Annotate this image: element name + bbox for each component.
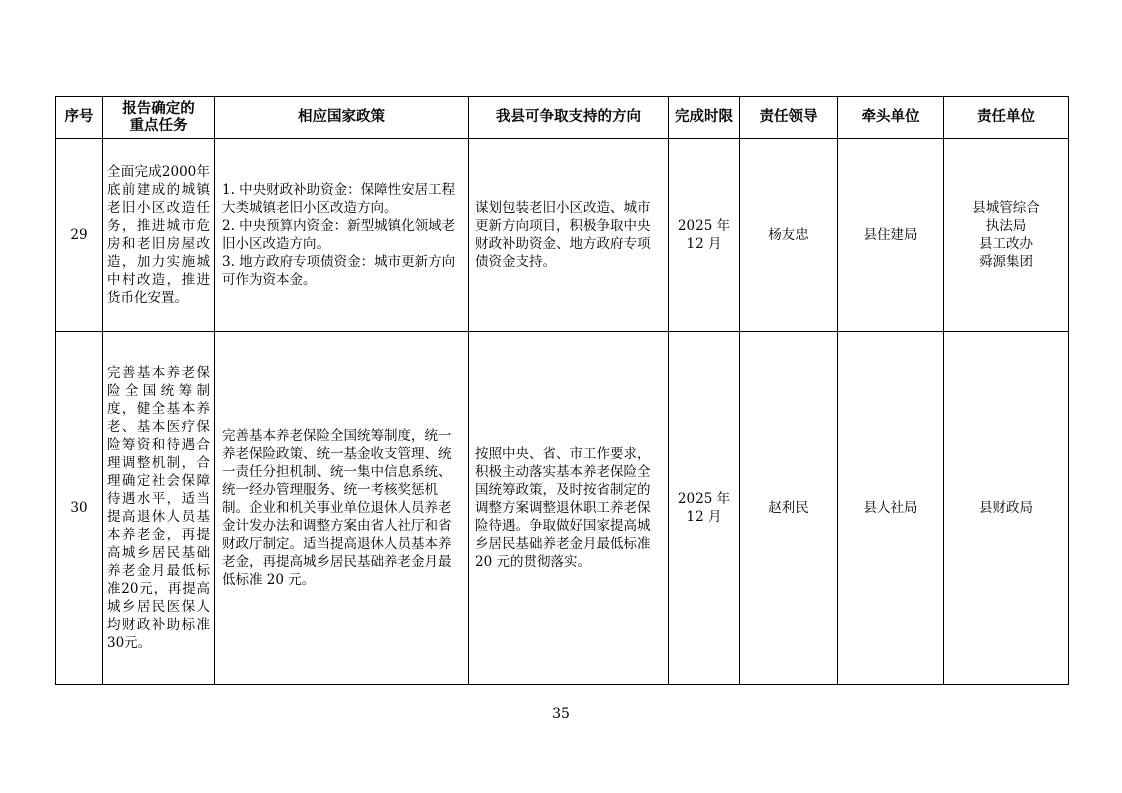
policy-text: 完善基本养老保险全国统筹制度，统一养老保险政策、统一基金收支管理、统一责任分担机制、统一集中信息系统、统一经办管理服务、统一考核奖惩机制。企业和机关事业单位退休人员养老金计发办法和调整方案由省人社厅和省财政厅制定。适当提高退休人员基本养老金，再提高城乡居民基础养老金月最低标准 20 元。 [215,332,469,685]
table-row [56,139,1069,332]
header-direction: 我县可争取支持的方向 [469,97,669,139]
deadline-text: 2025 年 12 月 [669,139,740,332]
responsible-units: 县城管综合 执法局 县工改办 舜源集团 [944,139,1069,332]
leader-name: 赵利民 [740,332,838,685]
task-text: 完善基本养老保险全国统筹制度，健全基本养老、基本医疗保险筹资和待遇合理调整机制，合理确定社会保障待遇水平，适当提高退休人员基本养老金，再提高城乡居民基础养老金月最低标准20元，再提高城乡居民医保人均财政补助标准30元。 [103,332,215,685]
header-lead-unit: 牵头单位 [838,97,944,139]
task-table [55,96,1069,685]
task-text: 全面完成2000年底前建成的城镇老旧小区改造任务，推进城市危房和老旧房屋改造，加力实施城中村改造，推进货币化安置。 [103,139,215,332]
table-header-row [56,97,1069,139]
page-number: 35 [552,706,570,722]
header-resp-unit: 责任单位 [944,97,1069,139]
header-policy: 相应国家政策 [215,97,469,139]
header-no: 序号 [56,97,103,139]
deadline-text: 2025 年 12 月 [669,332,740,685]
direction-text: 谋划包装老旧小区改造、城市更新方向项目，积极争取中央财政补助资金、地方政府专项债资金支持。 [469,139,669,332]
header-deadline: 完成时限 [669,97,740,139]
table-row [56,332,1069,685]
leader-name: 杨友忠 [740,139,838,332]
responsible-units: 县财政局 [944,332,1069,685]
row-number: 29 [56,139,103,332]
header-task: 报告确定的 重点任务 [103,97,215,139]
header-leader: 责任领导 [740,97,838,139]
policy-text: 1. 中央财政补助资金：保障性安居工程大类城镇老旧小区改造方向。 2. 中央预算内资金：新型城镇化领域老旧小区改造方向。 3. 地方政府专项债资金：城市更新方向可作为资本金。 [215,139,469,332]
lead-unit: 县住建局 [838,139,944,332]
direction-text: 按照中央、省、市工作要求，积极主动落实基本养老保险全国统筹政策，及时按省制定的调整方案调整退休职工养老保险待遇。争取做好国家提高城乡居民基础养老金月最低标准 20 元的贯彻落实。 [469,332,669,685]
row-number: 30 [56,332,103,685]
lead-unit: 县人社局 [838,332,944,685]
